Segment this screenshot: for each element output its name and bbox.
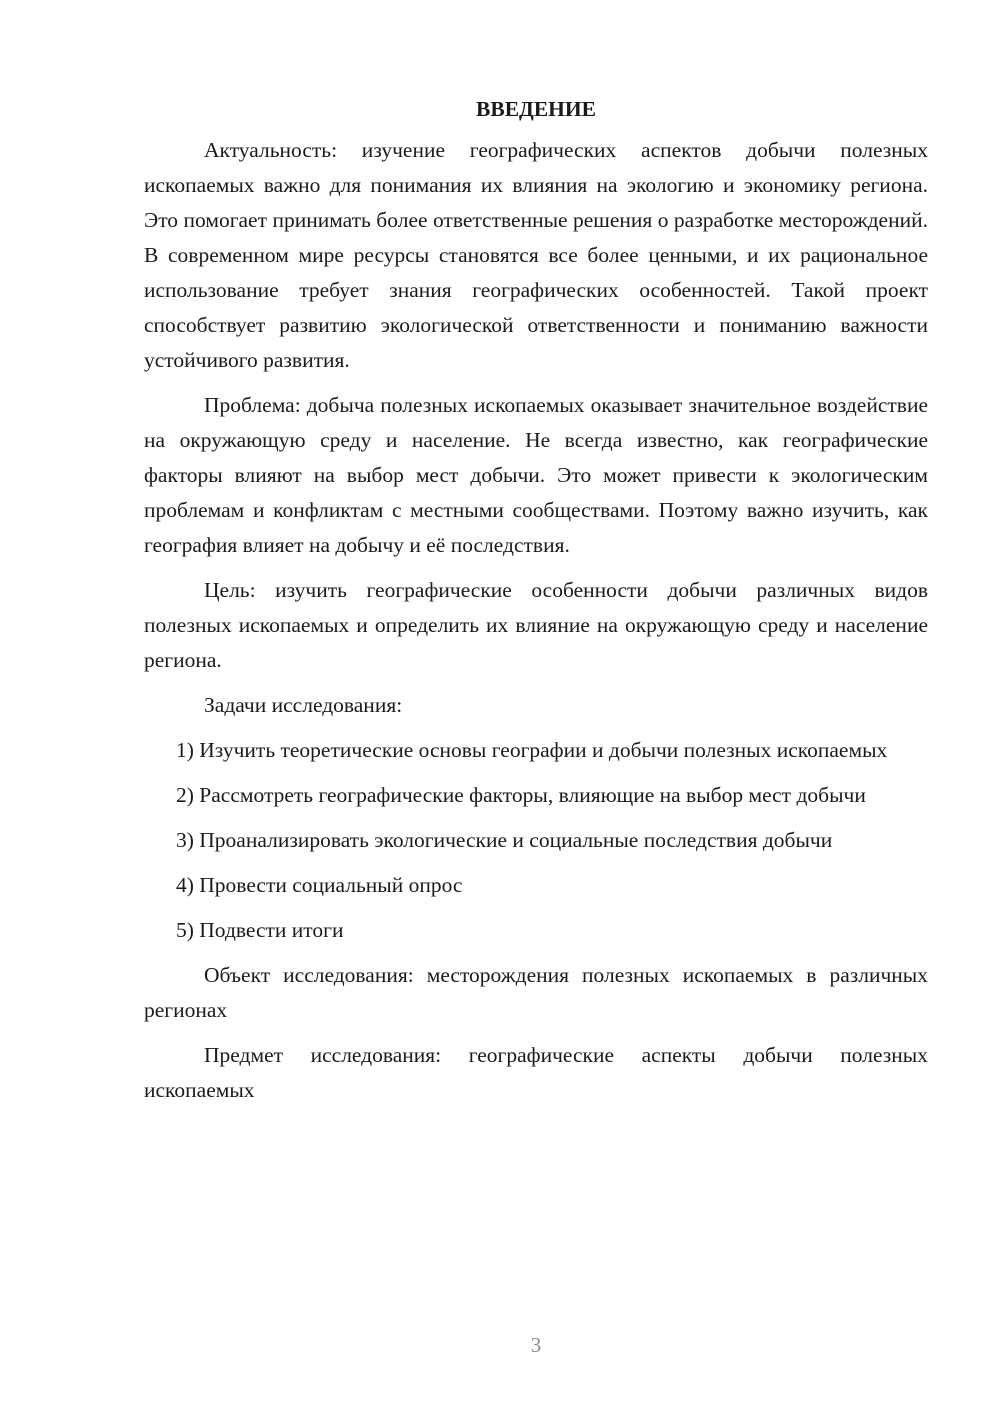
document-page <box>144 92 928 1118</box>
document-title: ВВЕДЕНИЕ <box>476 97 596 121</box>
paragraph-problem: Проблема: добыча полезных ископаемых оказывает значительное воздействие на окружающую среду и население. Не всегда известно, как географические факторы влияют на выбор мест добычи. Это может привести к экологическим проблемам и конфликтам с местными сообществами. Поэтому важно изучить, как география влияет на добычу и её последствия. <box>144 393 928 557</box>
paragraph-subject: Предмет исследования: географические аспекты добычи полезных ископаемых <box>144 1043 928 1102</box>
list-item: 3) Проанализировать экологические и социальные последствия добычи <box>176 828 833 852</box>
paragraph-object: Объект исследования: месторождения полезных ископаемых в различных регионах <box>144 963 928 1022</box>
page-number: 3 <box>530 1333 542 1357</box>
list-item: 4) Провести социальный опрос <box>176 873 463 897</box>
list-item: 2) Рассмотреть географические факторы, влияющие на выбор мест добычи <box>176 783 866 807</box>
list-item: 5) Подвести итоги <box>176 918 344 942</box>
tasks-heading: Задачи исследования: <box>204 693 403 717</box>
list-item: 1) Изучить теоретические основы географии и добычи полезных ископаемых <box>176 738 888 762</box>
paragraph-relevance: Актуальность: изучение географических аспектов добычи полезных ископаемых важно для понимания их влияния на экологию и экономику региона. Это помогает принимать более ответственные решения о разработке месторождений. В современном мире ресурсы становятся все более ценными, и их рациональное использование требует знания географических особенностей. Такой проект способствует развитию экологической ответственности и пониманию важности устойчивого развития. <box>144 138 928 372</box>
tasks-list <box>144 733 928 948</box>
paragraph-goal: Цель: изучить географические особенности добычи различных видов полезных ископаемых и определить их влияние на окружающую среду и население региона. <box>144 578 928 672</box>
